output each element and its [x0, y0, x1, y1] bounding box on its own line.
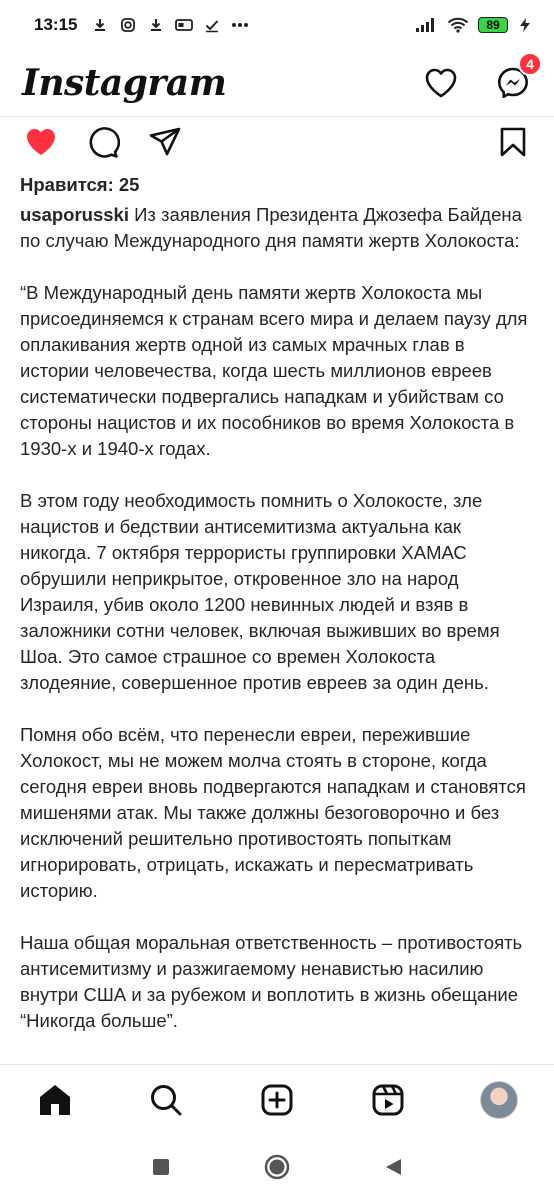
plus-square-icon: [260, 1083, 294, 1117]
download-icon: [91, 16, 109, 34]
header-divider: [0, 116, 554, 117]
caption: [20, 202, 534, 254]
header-actions: [422, 56, 534, 102]
save-button[interactable]: [494, 123, 532, 161]
avatar: [480, 1081, 518, 1119]
wifi-icon: [446, 16, 470, 34]
check-icon: [203, 16, 221, 34]
heart-outline-icon: [424, 67, 458, 99]
triangle-back-icon: [382, 1156, 404, 1178]
bookmark-icon: [499, 126, 527, 158]
status-right: [414, 16, 534, 34]
likes-count[interactable]: Нравится: 25: [20, 174, 140, 195]
status-bar: [0, 0, 554, 50]
comment-icon: [86, 125, 120, 159]
status-left: [34, 15, 249, 35]
post-content: [20, 172, 534, 1034]
charging-icon: [516, 16, 534, 34]
heart-filled-icon: [23, 126, 59, 158]
nav-home[interactable]: [33, 1078, 77, 1122]
instagram-notification-icon: [119, 16, 137, 34]
share-button[interactable]: [146, 123, 184, 161]
caption-paragraph: “В Международный день памяти жертв Холокоста мы присоединяемся к странам всего мира и делаем паузу для оплакивания жертв одной из самых мрачных глав в истории человечества, когда шесть миллионов евреев систематически подвергались нападкам и убийствам со стороны нацистов и их пособников во время Холокоста в 1930-х и 1940-х годах.: [20, 282, 528, 459]
bottom-nav: [0, 1064, 554, 1135]
instagram-logo: Instagram: [22, 62, 227, 104]
caption-username[interactable]: usaporusski: [20, 204, 129, 225]
nav-search[interactable]: [144, 1078, 188, 1122]
more-notifications-icon: [231, 16, 249, 34]
battery-indicator: 89: [478, 17, 508, 33]
like-button[interactable]: [22, 123, 60, 161]
square-icon: [151, 1157, 171, 1177]
recents-button[interactable]: [147, 1153, 175, 1181]
caption-intro: Из заявления Президента Джозефа Байдена по случаю Международного дня памяти жертв Холокоста:: [20, 204, 522, 251]
caption-paragraph: Наша общая моральная ответственность – противостоять антисемитизму и разжигаемому ненавистью насилию внутри США и за рубежом и воплотить в жизнь обещание “Никогда больше”.: [20, 932, 523, 1031]
post-actions: [0, 118, 554, 166]
back-button[interactable]: [379, 1153, 407, 1181]
app-header: [0, 50, 554, 116]
nav-create[interactable]: [255, 1078, 299, 1122]
card-icon: [175, 16, 193, 34]
messages-badge: 4: [518, 52, 542, 76]
system-nav: [0, 1134, 554, 1200]
paper-plane-icon: [148, 126, 182, 158]
status-time: 13:15: [34, 15, 78, 34]
circle-icon: [263, 1153, 291, 1181]
messages-button[interactable]: [494, 56, 534, 102]
download-icon: [147, 16, 165, 34]
nav-profile[interactable]: [477, 1078, 521, 1122]
caption-paragraph: В этом году необходимость помнить о Холокосте, зле нацистов и бедствии антисемитизма актуальна как никогда. 7 октября террористы группировки ХАМАС обрушили неприкрытое, откровенное зло на народ Израиля, убив около 1200 невинных людей и взяв в заложники сотни человек, включая выживших во время Шоа. Это самое страшное со времен Холокоста злодеяние, совершенное против евреев за один день.: [20, 490, 500, 693]
reels-icon: [371, 1083, 405, 1117]
caption-paragraph: Помня обо всём, что перенесли евреи, пережившие Холокост, мы не можем молча стоять в стороне, когда сегодня евреи вновь подвергаются нападкам и становятся мишенями атак. Мы также должны безоговорочно и без исключений решительно противостоять попыткам игнорировать, отрицать, искажать и пересматривать историю.: [20, 724, 526, 901]
comment-button[interactable]: [84, 123, 122, 161]
signal-icon: [414, 16, 438, 34]
notifications-button[interactable]: [422, 64, 460, 102]
nav-reels[interactable]: [366, 1078, 410, 1122]
search-icon: [149, 1083, 183, 1117]
home-system-button[interactable]: [263, 1153, 291, 1181]
home-icon: [37, 1083, 73, 1117]
